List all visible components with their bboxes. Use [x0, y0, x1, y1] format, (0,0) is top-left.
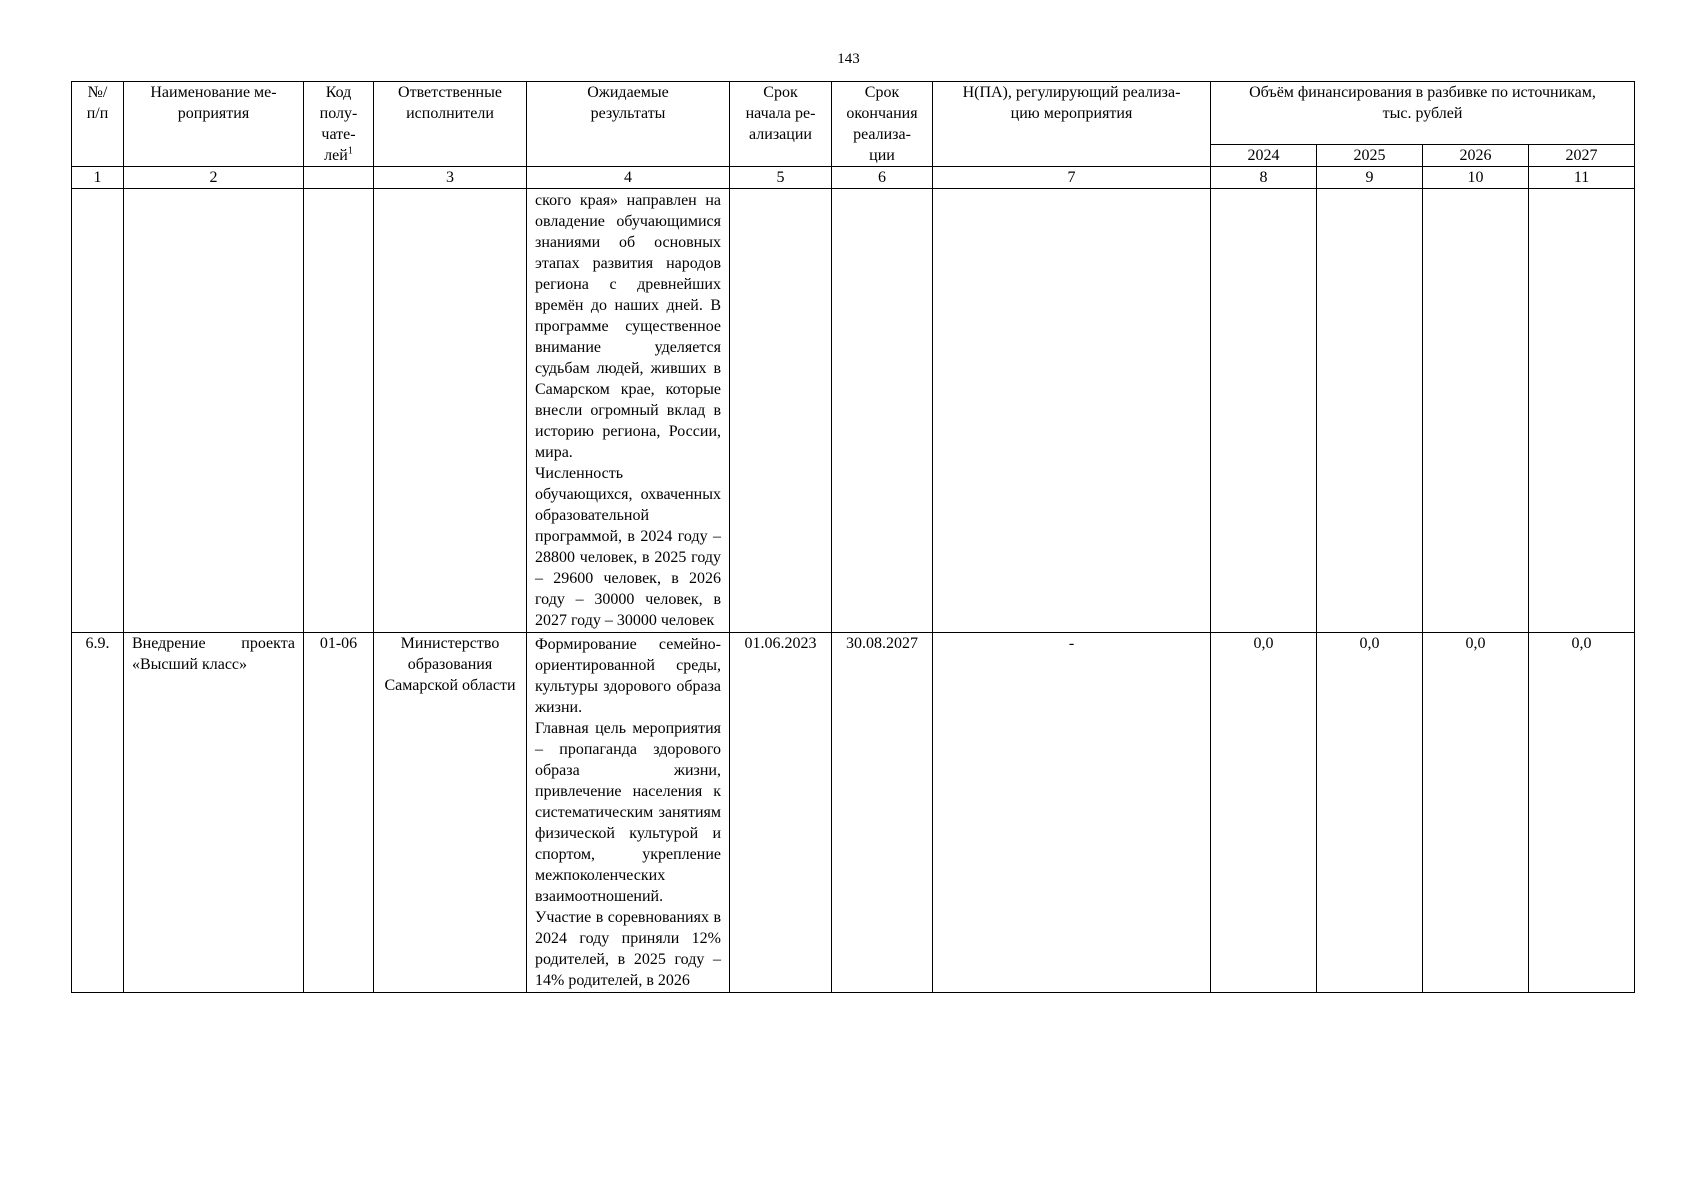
- column-number: 9: [1317, 167, 1423, 189]
- column-number: 11: [1529, 167, 1635, 189]
- column-number: 4: [527, 167, 730, 189]
- table-header-row: [72, 82, 1635, 145]
- row-value-2027: [1529, 189, 1635, 633]
- header-code: [304, 82, 374, 167]
- header-year-2025: 2025: [1317, 145, 1423, 167]
- program-measures-table: [71, 81, 1635, 993]
- header-year-2026: 2026: [1423, 145, 1529, 167]
- row-value-2026: 0,0: [1423, 633, 1529, 993]
- column-number: 7: [933, 167, 1211, 189]
- header-end: Срок окончания реализа- ции: [832, 82, 933, 167]
- header-executors: Ответственные исполнители: [374, 82, 527, 167]
- row-value-2025: 0,0: [1317, 633, 1423, 993]
- column-number: 3: [374, 167, 527, 189]
- row-results-paragraph: Главная цель мероприятия – пропаганда здорового образа жизни, привлечение населения к систематическим занятиям физической культурой и спортом, укрепление межпоколенческих взаимоотношений. Участие в соревнованиях в 2024 году приняли 12% родителей, в 2025 году – 14% родителей, в 2026: [535, 720, 721, 989]
- row-results: [527, 633, 730, 993]
- row-value-2024: [1211, 189, 1317, 633]
- header-funding: Объём финансирования в разбивке по источникам, тыс. рублей: [1211, 82, 1635, 145]
- row-results-paragraph: Формирование семейно-ориентированной среды, культуры здорового образа жизни.: [535, 636, 721, 716]
- page-number: 143: [837, 51, 860, 67]
- row-results-paragraph: ского края» направлен на овладение обучающимися знаниями об основных этапах развития народов региона с древнейших времён до наших дней. В программе существенное внимание уделяется судьбам людей, живших в Самарском крае, которые внесли огромный вклад в историю региона, России, мира.: [535, 192, 721, 461]
- row-end: 30.08.2027: [832, 633, 933, 993]
- table-row: [72, 189, 1635, 633]
- column-number: 2: [124, 167, 304, 189]
- row-name: Внедрение проекта «Высший класс»: [124, 633, 304, 993]
- row-code: [304, 189, 374, 633]
- row-end: [832, 189, 933, 633]
- header-name: Наименование ме- роприятия: [124, 82, 304, 167]
- row-value-2024: 0,0: [1211, 633, 1317, 993]
- row-value-2026: [1423, 189, 1529, 633]
- header-year-2024: 2024: [1211, 145, 1317, 167]
- column-number: [304, 167, 374, 189]
- row-value-2027: 0,0: [1529, 633, 1635, 993]
- row-name: [124, 189, 304, 633]
- row-executors: Министерство образования Самарской области: [374, 633, 527, 993]
- column-number: 10: [1423, 167, 1529, 189]
- header-year-2027: 2027: [1529, 145, 1635, 167]
- row-executors: [374, 189, 527, 633]
- row-num: 6.9.: [72, 633, 124, 993]
- header-code-footnote: 1: [347, 145, 353, 157]
- row-npa: -: [933, 633, 1211, 993]
- column-number: 6: [832, 167, 933, 189]
- header-start: Срок начала ре- ализации: [730, 82, 832, 167]
- row-start: 01.06.2023: [730, 633, 832, 993]
- table-row: [72, 633, 1635, 993]
- header-npa: Н(ПА), регулирующий реализа- цию мероприятия: [933, 82, 1211, 167]
- header-num: №/ п/п: [72, 82, 124, 167]
- row-value-2025: [1317, 189, 1423, 633]
- row-results: [527, 189, 730, 633]
- row-start: [730, 189, 832, 633]
- column-number: 5: [730, 167, 832, 189]
- header-results: Ожидаемые результаты: [527, 82, 730, 167]
- column-numbers-row: [72, 167, 1635, 189]
- row-results-paragraph: Численность обучающихся, охваченных образовательной программой, в 2024 году – 28800 человек, в 2025 году – 29600 человек, в 2026 году – 30000 человек, в 2027 году – 30000 человек: [535, 465, 721, 629]
- header-code-label: Код полу- чате- лей: [319, 84, 358, 164]
- column-number: 1: [72, 167, 124, 189]
- row-num: [72, 189, 124, 633]
- row-npa: [933, 189, 1211, 633]
- row-code: 01-06: [304, 633, 374, 993]
- column-number: 8: [1211, 167, 1317, 189]
